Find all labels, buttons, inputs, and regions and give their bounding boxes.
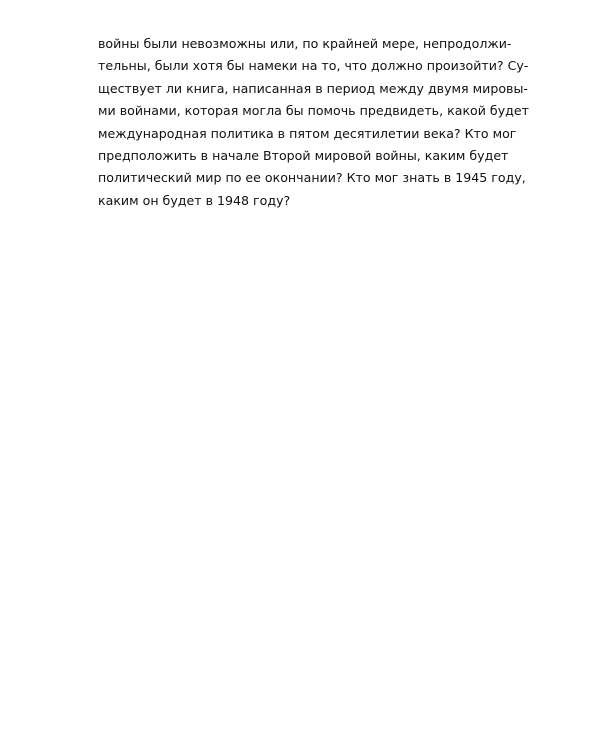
text-line: ществует ли книга, написанная в период между двумя мировы-: [98, 80, 528, 96]
text-line: политический мир по ее окончании? Кто мог знать в 1945 году,: [98, 170, 526, 186]
text-line: международная политика в пятом десятилетии века? Кто мог: [98, 125, 517, 141]
body-paragraph: [98, 33, 529, 212]
text-line: войны были невозможны или, по крайней мере, непродолжи-: [98, 36, 512, 51]
text-line-last: каким он будет в 1948 году?: [98, 192, 291, 208]
text-line: предположить в начале Второй мировой войны, каким будет: [98, 147, 509, 163]
text-line: тельны, были хотя бы намеки на то, что должно произойти? Су-: [98, 58, 529, 74]
text-line: ми войнами, которая могла бы помочь предвидеть, какой будет: [98, 103, 529, 119]
